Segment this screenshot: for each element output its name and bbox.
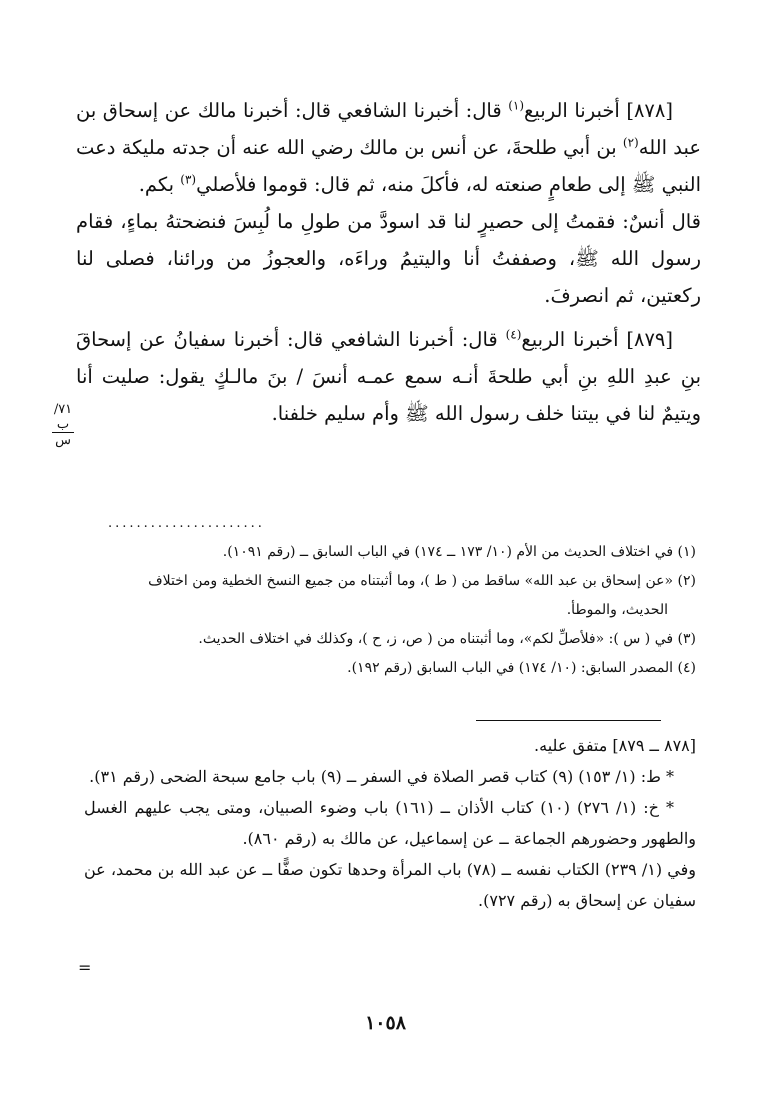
footnote-2: (٢) «عن إسحاق بن عبد الله» ساقط من ( ط )، وما أثبتناه من جميع النسخ الخطية ومن اختلاف <box>148 573 696 589</box>
hadith-879: [٨٧٩] أخبرنا الربيع$^{(٤)}$ قال: أخبرنا الشافعي قال: أخبرنا سفيانُ عن إسحاقَ بنِ عبدِ اللهِ بنِ أبي طلحةَ أنـه سمع عمـه أنسَ / بنَ مالـكٍ يقول: صليت أنا ويتيمٌ لنا في بيتنا خلف رسول الله ﷺ وأم سليم خلفنا. <box>76 327 701 425</box>
footnote-ref-3[interactable]: (٣) <box>180 172 197 187</box>
manuscript-folio-marker: ٧١/ب س <box>53 402 73 448</box>
footnote-4: (٤) المصدر السابق: (١٠/ ١٧٤) في الباب السابق (رقم ١٩٢). <box>347 660 696 676</box>
hadith-878: [٨٧٨] أخبرنا الربيع$^{(١)}$ قال: أخبرنا الشافعي قال: أخبرنا مالك عن إسحاق بن عبد الله$^{(٢)}$ بن أبي طلحةَ، عن أنس بن مالك رضي الله عنه أن جدته مليكة دعت النبي ﷺ إلى طعامٍ صنعته له، فأكلَ منه، ثم قال: قوموا فلأصلي$^{(٣)}$ بكم. <box>76 98 701 196</box>
footnotes <box>81 538 696 683</box>
takhrij-section <box>84 730 696 916</box>
footnote-1: (١) في اختلاف الحديث من الأم (١٠/ ١٧٣ ــ ١٧٤) في الباب السابق ــ (رقم ١٠٩١). <box>222 544 696 560</box>
takhrij-item-2: * خ: (١/ ٢٧٦) (١٠) كتاب الأذان ــ (١٦١) باب وضوء الصبيان، ومتى يجب عليهم الغسل والطهور وحضورهم الجماعة ــ عن إسماعيل، عن مالك به (رقم ٨٦٠). <box>84 798 696 848</box>
takhrij-item-3: وفي (١/ ٢٣٩) الكتاب نفسه ــ (٧٨) باب المرأة وحدها تكون صفًّا ــ عن عبد الله بن محمد، عن سفيان عن إسحاق به (رقم ٧٢٧). <box>84 860 696 910</box>
footnote-ref-1[interactable]: (١) <box>508 98 525 113</box>
footnote-separator: ...................... <box>108 516 265 531</box>
takhrij-item-1: * ط: (١/ ١٥٣) (٩) كتاب قصر الصلاة في السفر ــ (٩) باب جامع سبحة الضحى (رقم ٣١). <box>89 767 674 786</box>
footnote-ref-2[interactable]: (٢) <box>622 135 639 150</box>
takhrij-divider <box>476 720 661 721</box>
page-number: ١٠٥٨ <box>365 1012 406 1034</box>
continuation-mark: = <box>78 958 92 977</box>
takhrij-header: [٨٧٨ ــ ٨٧٩] متفق عليه. <box>534 736 696 755</box>
footnote-2-continued: الحديث، والموطأ. <box>566 602 668 618</box>
main-text <box>76 92 701 432</box>
hadith-878-para-2: قال أنسٌ: فقمتُ إلى حصيرٍ لنا قد اسودَّ من طولِ ما لُبِسَ فنضحتهُ بماءٍ، فقام رسول الله ﷺ، وصففتُ أنا واليتيمُ وراءَه، والعجوزُ من ورائنا، فصلى لنا ركعتين، ثم انصرفَ. <box>76 210 701 307</box>
footnote-3: (٣) في ( س ): «فلأصلِّ لكم»، وما أثبتناه من ( ص، ز، ح )، وكذلك في اختلاف الحديث. <box>198 631 696 647</box>
footnote-ref-4[interactable]: (٤) <box>505 327 522 342</box>
